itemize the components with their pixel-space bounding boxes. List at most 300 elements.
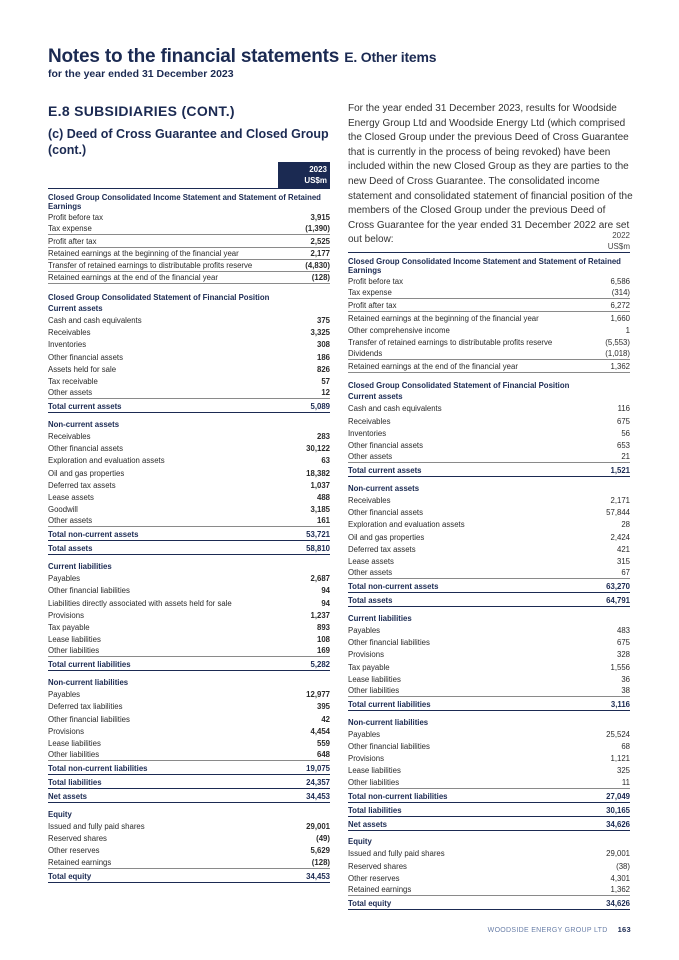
row-value: (1,390) (305, 224, 330, 234)
row-label: Deferred tax assets (48, 480, 116, 490)
page-subtitle: for the year ended 31 December 2023 (48, 68, 234, 80)
row-label: Retained earnings at the beginning of the financial year (48, 248, 239, 258)
row-label: Other assets (348, 568, 393, 578)
row-label: Net assets (348, 819, 388, 829)
year-header (48, 162, 330, 188)
table-row (48, 700, 330, 712)
row-value: 483 (616, 626, 630, 635)
row-value: 25,524 (606, 729, 630, 739)
row-value: 328 (616, 650, 630, 660)
row-label: Tax expense (348, 288, 392, 298)
current-assets-heading: Current assets (348, 392, 403, 402)
table-row (348, 543, 630, 555)
row-value: 3,915 (310, 213, 330, 223)
row-label: Retained earnings (48, 857, 112, 867)
non-current-assets-heading: Non-current assets (48, 419, 120, 429)
row-label: Retained earnings (348, 885, 412, 894)
row-value: 325 (616, 766, 630, 776)
row-label: Other assets (48, 388, 93, 398)
year-header-cell (278, 162, 330, 188)
row-label: Transfer of retained earnings to distributable profits reserve (348, 338, 553, 348)
row-label: Total liabilities (348, 805, 402, 815)
table-row (48, 725, 330, 737)
row-value: (128) (311, 857, 330, 867)
table-body (348, 253, 630, 910)
row-label: Inventories (348, 428, 387, 438)
row-label: Profit before tax (348, 277, 404, 287)
table-row (348, 555, 630, 567)
row-label: Total assets (48, 544, 93, 554)
row-label: Profit after tax (348, 300, 397, 310)
row-label: Dividends (348, 349, 383, 359)
row-label: Reserved shares (348, 861, 407, 871)
row-label: Net assets (48, 792, 88, 802)
row-label: Total liabilities (48, 778, 102, 788)
row-value: 11 (621, 777, 630, 787)
income-statement-title: Closed Group Consolidated Income Statement and Statement of Retained Earnings (48, 193, 321, 211)
row-label: Retained earnings at the end of the financial year (48, 273, 218, 283)
row-label: Profit before tax (48, 213, 104, 223)
row-label: Total current assets (348, 466, 422, 476)
table-row (48, 272, 330, 284)
row-value: 18,382 (306, 468, 330, 478)
row-label: Other financial assets (348, 440, 423, 450)
row-label: Other assets (348, 452, 393, 462)
row-value: 2,171 (610, 496, 630, 505)
table-row (48, 442, 330, 454)
page-footer (488, 925, 631, 934)
table-row (348, 336, 630, 348)
table-row (348, 648, 630, 660)
current-liabilities-heading: Current liabilities (348, 613, 412, 623)
row-label: Lease liabilities (348, 674, 401, 684)
total-row (48, 541, 330, 555)
row-label: Payables (48, 574, 81, 584)
table-row (48, 737, 330, 749)
row-value: 826 (316, 364, 330, 374)
current-liabilities-heading: Current liabilities (48, 562, 112, 571)
row-label: Total non-current liabilities (348, 791, 448, 801)
row-label: Other financial liabilities (48, 586, 130, 596)
current-assets-heading: Current assets (48, 303, 103, 313)
row-label: Transfer of retained earnings to distributable profits reserve (48, 260, 253, 270)
row-value: 3,116 (610, 699, 630, 709)
row-value: 34,626 (606, 819, 630, 829)
table-row (48, 712, 330, 724)
table-row (48, 223, 330, 235)
table-row (48, 609, 330, 621)
row-value: 57,844 (606, 508, 630, 518)
page-title-text: Notes to the financial statements (48, 46, 340, 67)
table-row (348, 494, 630, 506)
row-label: Other financial assets (348, 508, 423, 518)
row-label: Tax receivable (48, 376, 98, 386)
table-row (48, 387, 330, 399)
row-value: 116 (617, 404, 630, 414)
total-row (48, 399, 330, 413)
row-label: Other assets (48, 516, 93, 526)
year-label: 2022 (612, 231, 630, 240)
row-value: 63 (321, 456, 330, 466)
table-row (48, 688, 330, 700)
income-statement-title: Closed Group Consolidated Income Statement and Statement of Retained Earnings (348, 257, 621, 275)
row-label: Other liabilities (48, 750, 100, 760)
row-value: 34,453 (306, 871, 330, 881)
table-row (348, 287, 630, 299)
table-row (48, 844, 330, 856)
row-value: 2,177 (310, 248, 330, 258)
table-row (48, 260, 330, 272)
row-value: 42 (321, 714, 330, 724)
row-value: (1,018) (605, 349, 630, 359)
table-row (348, 636, 630, 648)
row-value: 63,270 (606, 582, 630, 592)
row-label: Payables (48, 690, 81, 700)
total-row (48, 761, 330, 775)
row-value: 24,357 (306, 778, 330, 788)
row-value: 308 (316, 340, 330, 350)
row-label: Lease liabilities (48, 738, 101, 748)
row-value: 375 (316, 316, 330, 325)
year-label: 2023 (309, 165, 327, 174)
row-value: 186 (316, 352, 330, 362)
row-value: 12 (321, 388, 330, 398)
row-value: 1,362 (610, 361, 630, 371)
row-label: Provisions (348, 650, 384, 660)
row-value: 19,075 (306, 764, 330, 774)
table-row (48, 749, 330, 761)
row-value: 94 (321, 586, 330, 596)
row-value: 36 (621, 674, 630, 684)
row-value: (314) (611, 288, 630, 298)
row-value: 58,810 (306, 544, 330, 554)
table-row (348, 740, 630, 752)
table-row (48, 820, 330, 832)
row-label: Tax payable (48, 622, 90, 632)
table-row (348, 299, 630, 311)
row-value: 27,049 (606, 791, 630, 801)
table-row (48, 572, 330, 584)
row-label: Total equity (48, 871, 92, 881)
financial-position-title: Closed Group Consolidated Statement of Financial Position (48, 292, 270, 302)
row-value: 4,301 (610, 873, 630, 883)
total-row (348, 579, 630, 593)
row-label: Deferred tax liabilities (48, 702, 123, 712)
row-label: Inventories (48, 340, 87, 350)
row-value: 3,325 (310, 328, 330, 338)
row-value: 395 (316, 702, 330, 712)
row-value: 6,586 (610, 277, 630, 287)
section-heading: E.8 SUBSIDIARIES (CONT.) (48, 103, 235, 119)
total-row (348, 789, 630, 803)
closed-group-2022-table (348, 230, 630, 910)
row-value: 559 (316, 738, 330, 748)
row-label: Other liabilities (48, 646, 100, 656)
row-label: Total non-current liabilities (48, 764, 148, 774)
row-label: Receivables (348, 496, 391, 505)
total-row (348, 697, 630, 711)
row-value: 648 (316, 750, 330, 760)
unit-label: US$m (304, 176, 327, 185)
row-label: Goodwill (48, 505, 78, 515)
row-label: Issued and fully paid shares (348, 849, 445, 859)
total-row (48, 527, 330, 541)
row-label: Cash and cash equivalents (48, 316, 142, 325)
row-label: Lease assets (48, 492, 94, 502)
total-row (348, 463, 630, 477)
row-label: Other financial assets (48, 352, 123, 362)
row-label: Provisions (48, 610, 84, 620)
total-row (48, 869, 330, 883)
table-row (48, 350, 330, 362)
table-row (48, 430, 330, 442)
row-value: 3,185 (310, 505, 330, 515)
table-row (348, 312, 630, 324)
total-row (348, 803, 630, 817)
row-value: 28 (621, 520, 630, 530)
row-value: 67 (621, 568, 630, 578)
table-row (348, 884, 630, 896)
table-row (48, 503, 330, 515)
table-row (48, 645, 330, 657)
equity-heading: Equity (348, 837, 372, 847)
row-value: 1,556 (610, 662, 630, 672)
unit-label: US$m (607, 242, 630, 251)
row-label: Retained earnings at the end of the financial year (348, 361, 518, 371)
row-value: 1,521 (610, 466, 630, 476)
table-row (348, 776, 630, 788)
table-row (348, 275, 630, 287)
table-row (48, 314, 330, 326)
table-row (48, 454, 330, 466)
row-value: 6,272 (610, 300, 630, 310)
table-row (48, 832, 330, 844)
non-current-assets-heading: Non-current assets (348, 483, 420, 493)
page-title (48, 46, 436, 68)
row-value: 488 (316, 492, 330, 502)
row-value: 2,424 (610, 532, 630, 542)
row-label: Tax expense (48, 224, 92, 234)
row-label: Provisions (48, 726, 84, 736)
row-label: Total current liabilities (48, 660, 131, 670)
row-label: Reserved shares (48, 834, 107, 844)
table-row (348, 518, 630, 530)
row-value: 5,089 (310, 402, 330, 412)
table-row (48, 856, 330, 868)
row-value: 56 (621, 428, 630, 438)
table-row (348, 530, 630, 542)
row-value: 34,626 (606, 899, 630, 908)
row-label: Total non-current assets (348, 582, 439, 592)
table-row (348, 439, 630, 451)
row-label: Receivables (48, 328, 91, 338)
table-row (48, 326, 330, 338)
row-value: 2,687 (310, 574, 330, 584)
row-label: Other financial liabilities (48, 714, 130, 724)
row-label: Receivables (348, 416, 391, 426)
table-row (48, 479, 330, 491)
row-label: Lease liabilities (348, 766, 401, 776)
table-row (348, 673, 630, 685)
row-label: Profit after tax (48, 236, 97, 246)
row-value: 675 (616, 638, 630, 648)
table-row (48, 621, 330, 633)
table-row (348, 348, 630, 360)
row-label: Total assets (348, 596, 393, 606)
table-row (48, 515, 330, 527)
row-label: Retained earnings at the beginning of the financial year (348, 313, 539, 323)
footer-company: WOODSIDE ENERGY GROUP LTD (487, 927, 608, 934)
row-value: 21 (621, 452, 630, 462)
row-label: Exploration and evaluation assets (48, 456, 165, 466)
table-row (48, 211, 330, 223)
table-row (348, 567, 630, 579)
total-row (48, 657, 330, 671)
row-label: Receivables (48, 432, 91, 441)
row-label: Other comprehensive income (348, 325, 450, 335)
table-row (348, 859, 630, 871)
table-row (348, 360, 630, 372)
row-value: 29,001 (606, 849, 630, 859)
table-row (48, 363, 330, 375)
table-row (48, 235, 330, 247)
row-value: 1,121 (610, 754, 630, 764)
table-row (348, 624, 630, 636)
row-value: (38) (616, 861, 630, 871)
row-value: 30,122 (306, 444, 330, 454)
row-value: 108 (316, 635, 330, 645)
non-current-liabilities-heading: Non-current liabilities (348, 717, 429, 727)
row-label: Other reserves (48, 846, 100, 856)
total-row (348, 896, 630, 910)
row-value: 4,454 (310, 726, 330, 736)
table-row (348, 872, 630, 884)
row-value: 315 (616, 556, 630, 566)
row-value: 1 (625, 325, 630, 335)
row-label: Payables (348, 729, 381, 739)
table-row (348, 427, 630, 439)
row-value: 29,001 (306, 822, 330, 831)
row-value: 57 (321, 376, 330, 386)
intro-paragraph: For the year ended 31 December 2023, results for Woodside Energy Group Ltd and Woodside Energy Ltd (which comprised the Closed Group under the previous Deed of Cross Guarantee that is currently in the process of being revoked) have been included within the new Closed Group as they are parties to the new Deed of Cross Guarantee. The consolidated income statement and consolidated statement of financial position of the members of the Closed Group under the previous Deed of Cross Guarantee for the year ended 31 December 2022 are set out below: (348, 103, 633, 246)
closed-group-2023-table (48, 162, 330, 883)
row-label: Other reserves (348, 873, 400, 883)
row-value: 421 (616, 544, 630, 554)
table-row (348, 764, 630, 776)
table-row (348, 660, 630, 672)
row-value: (5,553) (605, 338, 630, 348)
sub-heading: (c) Deed of Cross Guarantee and Closed Group (cont.) (48, 127, 329, 157)
row-label: Oil and gas properties (48, 468, 125, 478)
table-row (348, 685, 630, 697)
row-value: 1,660 (610, 313, 630, 323)
row-value: 893 (316, 622, 330, 632)
row-value: 653 (616, 440, 630, 450)
row-value: 169 (316, 646, 330, 656)
row-label: Total current liabilities (348, 699, 431, 709)
row-label: Other liabilities (348, 777, 400, 787)
table-row (48, 584, 330, 596)
row-label: Payables (348, 626, 381, 635)
row-value: 5,282 (310, 660, 330, 670)
page-number: 163 (617, 925, 631, 934)
table-row (348, 728, 630, 740)
row-label: Assets held for sale (48, 364, 117, 374)
row-value: (49) (316, 834, 330, 844)
row-value: (128) (311, 273, 330, 283)
row-label: Cash and cash equivalents (348, 404, 442, 414)
table-row (348, 506, 630, 518)
total-row (348, 817, 630, 831)
row-value: (4,830) (305, 260, 330, 270)
row-label: Lease assets (348, 556, 394, 566)
row-value: 64,791 (606, 596, 630, 606)
row-value: 283 (316, 432, 330, 441)
row-value: 1,237 (310, 610, 330, 620)
table-row (348, 451, 630, 463)
row-value: 34,453 (306, 792, 330, 802)
table-row (348, 752, 630, 764)
table-row (48, 633, 330, 645)
financial-position-title: Closed Group Consolidated Statement of Financial Position (348, 381, 570, 390)
row-value: 1,362 (610, 885, 630, 894)
total-row (48, 789, 330, 803)
table-row (348, 324, 630, 336)
row-label: Exploration and evaluation assets (348, 520, 465, 530)
row-label: Lease liabilities (48, 635, 101, 645)
row-label: Liabilities directly associated with assets held for sale (48, 598, 232, 608)
row-value: 94 (321, 598, 330, 608)
row-value: 1,037 (310, 480, 330, 490)
row-label: Other financial assets (48, 444, 123, 454)
row-label: Provisions (348, 754, 384, 764)
non-current-liabilities-heading: Non-current liabilities (48, 678, 129, 687)
row-value: 30,165 (606, 805, 630, 815)
row-value: 53,721 (306, 530, 330, 540)
row-value: 2,525 (310, 236, 330, 246)
row-value: 68 (621, 742, 630, 751)
row-value: 675 (616, 416, 630, 426)
table-body (48, 189, 330, 883)
row-label: Other liabilities (348, 685, 400, 695)
total-row (348, 593, 630, 607)
table-row (48, 375, 330, 387)
row-label: Other financial liabilities (348, 742, 430, 751)
table-row (348, 402, 630, 414)
section-label: E. Other items (344, 49, 437, 65)
table-row (48, 248, 330, 260)
table-row (48, 596, 330, 608)
table-row (48, 338, 330, 350)
row-value: 161 (316, 516, 330, 526)
row-label: Other financial liabilities (348, 638, 430, 648)
row-value: 38 (621, 685, 630, 695)
row-value: 12,977 (306, 690, 330, 700)
table-row (348, 414, 630, 426)
equity-heading: Equity (48, 809, 72, 819)
table-row (48, 491, 330, 503)
row-label: Total non-current assets (48, 530, 139, 540)
total-row (48, 775, 330, 789)
table-row (48, 466, 330, 478)
row-label: Total equity (348, 899, 392, 908)
table-row (348, 847, 630, 859)
row-label: Deferred tax assets (348, 544, 416, 554)
row-label: Total current assets (48, 402, 122, 412)
row-label: Issued and fully paid shares (48, 822, 145, 831)
row-label: Tax payable (348, 662, 390, 672)
row-value: 5,629 (310, 846, 330, 856)
